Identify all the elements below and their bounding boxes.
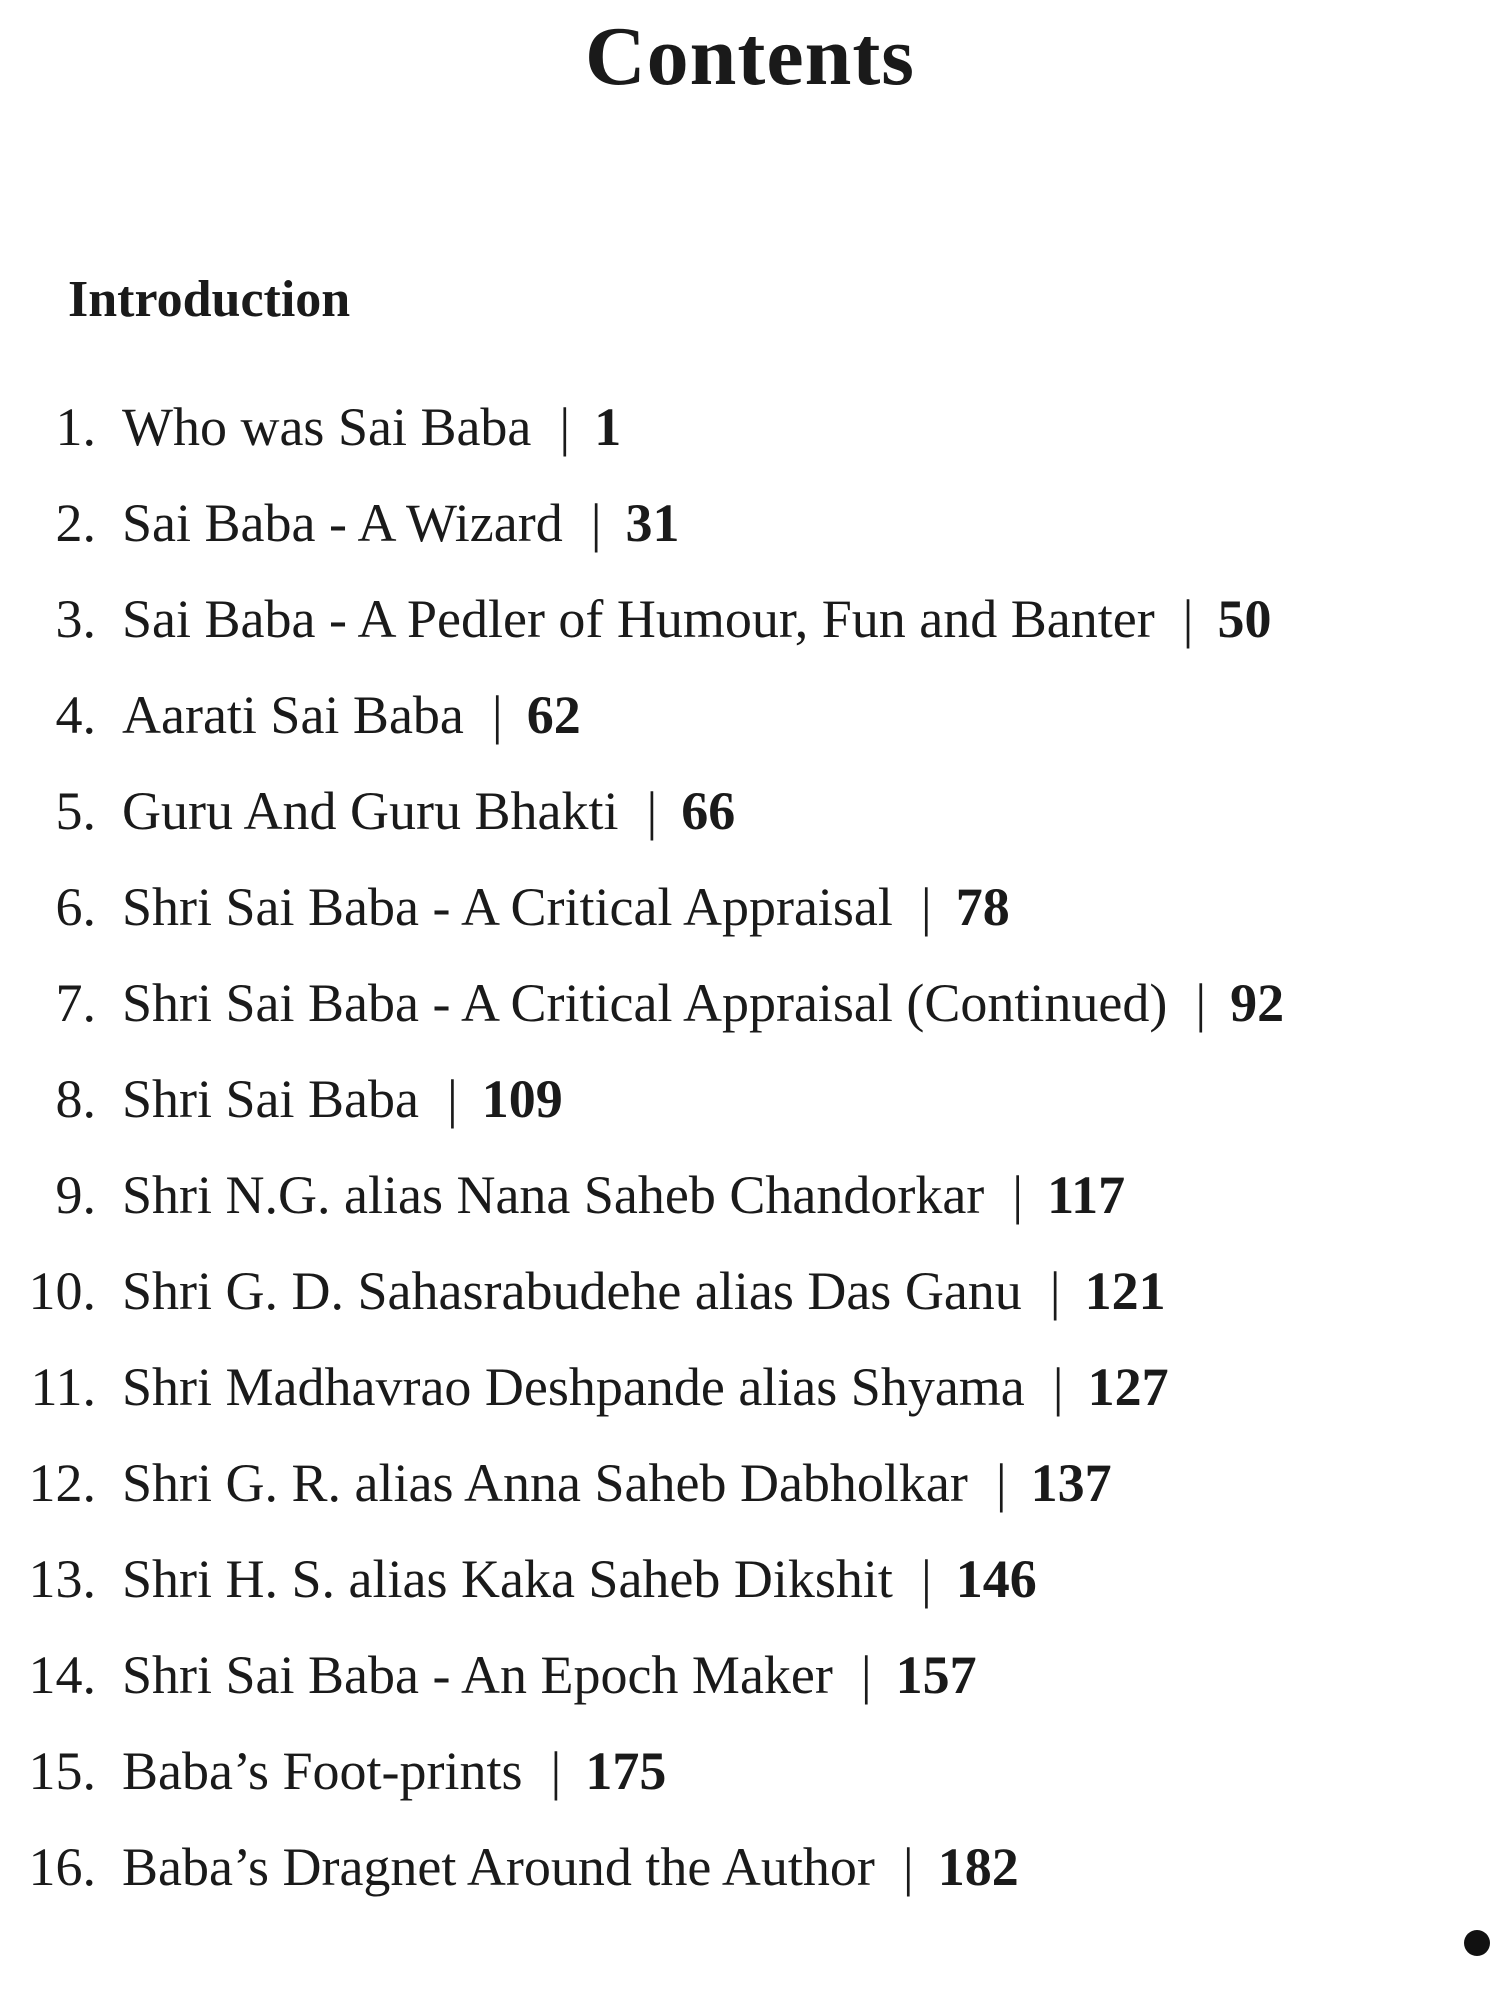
entry-separator: | [550,1741,562,1801]
entry-number: 1. [55,397,96,457]
entry-separator: | [559,397,571,457]
entry-separator: | [920,877,932,937]
entry-page-number: 146 [955,1549,1037,1609]
entry-title: Shri Sai Baba - A Critical Appraisal [122,877,893,937]
entry-number: 12. [28,1453,96,1513]
entry-title: Sai Baba - A Wizard [122,493,563,553]
entry-separator: | [860,1645,872,1705]
entry-page-number: 127 [1087,1357,1169,1417]
entry-separator: | [995,1453,1007,1513]
entry-separator: | [446,1069,458,1129]
entry-separator: | [920,1549,932,1609]
entry-page-number: 109 [481,1069,563,1129]
entry-separator: | [1182,589,1194,649]
entry-number: 11. [30,1357,96,1417]
entry-number: 5. [55,781,96,841]
entry-number: 6. [55,877,96,937]
page-title: Contents [584,10,915,103]
entry-page-number: 182 [937,1837,1019,1897]
entry-number: 9. [55,1165,96,1225]
entry-page-number: 62 [526,685,581,745]
entry-title: Shri G. D. Sahasrabudehe alias Das Ganu [122,1261,1022,1321]
entry-title: Baba’s Dragnet Around the Author [122,1837,875,1897]
entry-number: 7. [55,973,96,1033]
entry-title: Shri G. R. alias Anna Saheb Dabholkar [122,1453,968,1513]
entry-number: 10. [28,1261,96,1321]
entry-page-number: 117 [1047,1165,1126,1225]
entry-page-number: 175 [585,1741,667,1801]
entry-number: 8. [55,1069,96,1129]
entry-separator: | [902,1837,914,1897]
entry-separator: | [1049,1261,1061,1321]
entry-title: Sai Baba - A Pedler of Humour, Fun and Banter [122,589,1155,649]
entry-page-number: 121 [1084,1261,1166,1321]
entry-number: 3. [55,589,96,649]
entry-title: Aarati Sai Baba [122,685,464,745]
entry-separator: | [1195,973,1207,1033]
entry-page-number: 78 [955,877,1010,937]
entry-number: 15. [28,1741,96,1801]
entry-number: 14. [28,1645,96,1705]
entry-number: 16. [28,1837,96,1897]
entry-page-number: 31 [625,493,680,553]
entry-title: Shri H. S. alias Kaka Saheb Dikshit [122,1549,893,1609]
entry-title: Shri Madhavrao Deshpande alias Shyama [122,1357,1025,1417]
entry-title: Shri Sai Baba [122,1069,419,1129]
entry-page-number: 1 [594,397,622,457]
entry-title: Shri Sai Baba - A Critical Appraisal (Continued) [122,973,1168,1033]
bullet-dot-mark [1464,1930,1490,1956]
entry-title: Who was Sai Baba [122,397,532,457]
entry-number: 4. [55,685,96,745]
section-heading-introduction: Introduction [68,271,351,328]
entry-title: Shri Sai Baba - An Epoch Maker [122,1645,833,1705]
entry-separator: | [1012,1165,1024,1225]
entry-separator: | [491,685,503,745]
entry-page-number: 50 [1217,589,1272,649]
entry-number: 2. [55,493,96,553]
entry-separator: | [1052,1357,1064,1417]
entry-title: Shri N.G. alias Nana Saheb Chandorkar [122,1165,985,1225]
entry-title: Baba’s Foot-prints [122,1741,523,1801]
entry-page-number: 137 [1030,1453,1112,1513]
entry-separator: | [590,493,602,553]
entry-separator: | [646,781,658,841]
entry-page-number: 66 [681,781,736,841]
entry-page-number: 157 [895,1645,977,1705]
entry-number: 13. [28,1549,96,1609]
entry-title: Guru And Guru Bhakti [122,781,619,841]
entry-page-number: 92 [1230,973,1285,1033]
